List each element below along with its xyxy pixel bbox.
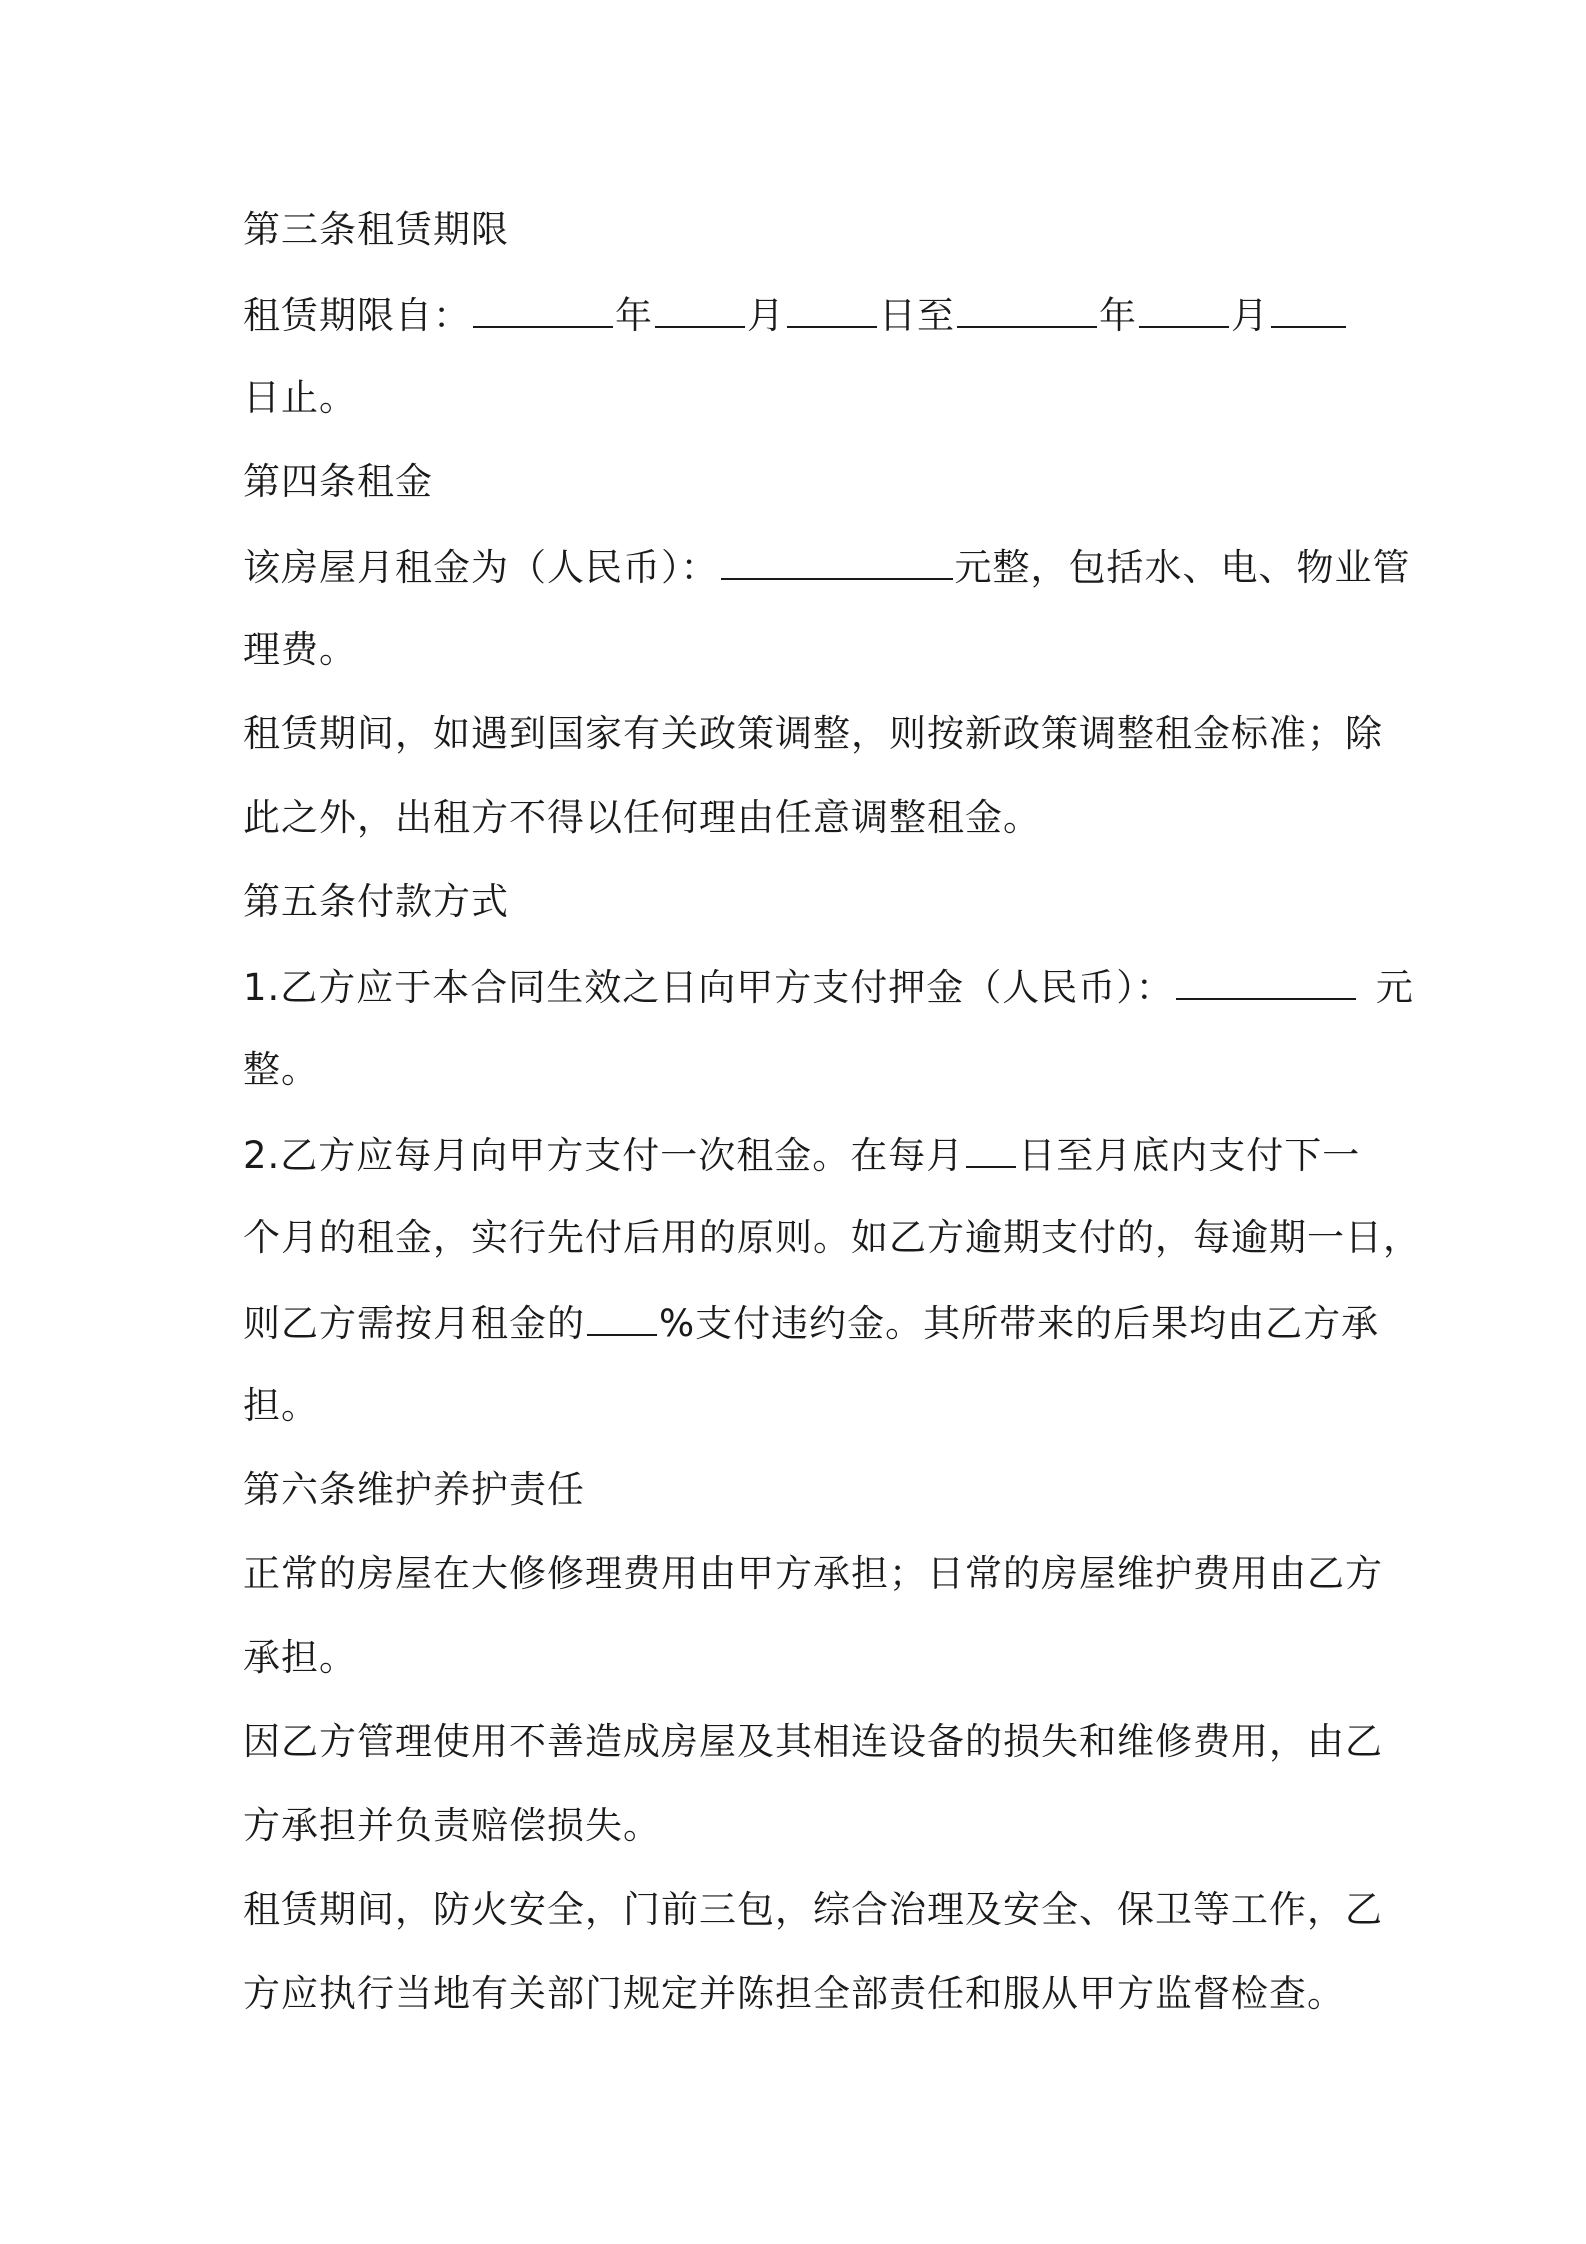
lease-term-line: 租赁期限自： 年 月 日至 年 月 (243, 290, 1363, 340)
lease-term-end-line: 日止。 (243, 376, 357, 419)
payment-line-3: 则乙方需按月租金的 %支付违约金。其所带来的后果均由乙方承 (243, 1298, 1363, 1348)
maintenance-line-2: 承担。 (243, 1636, 357, 1679)
rent-adjust-line-1: 租赁期间，如遇到国家有关政策调整，则按新政策调整租金标准；除 (243, 712, 1383, 755)
article-4-heading: 第四条租金 (243, 460, 433, 503)
start-year-blank[interactable] (473, 290, 613, 328)
payment-day-blank[interactable] (966, 1130, 1016, 1168)
deposit-blank[interactable] (1176, 962, 1356, 1000)
end-day-blank[interactable] (1271, 290, 1346, 328)
end-year-blank[interactable] (957, 290, 1097, 328)
payment-line-2: 个月的租金，实行先付后用的原则。如乙方逾期支付的，每逾期一日， (243, 1216, 1421, 1259)
monthly-rent-blank[interactable] (721, 542, 953, 580)
maintenance-line-1: 正常的房屋在大修修理费用由甲方承担；日常的房屋维护费用由乙方 (243, 1552, 1383, 1595)
safety-line-1: 租赁期间，防火安全，门前三包，综合治理及安全、保卫等工作，乙 (243, 1888, 1383, 1931)
rent-line-2: 理费。 (243, 628, 357, 671)
payment-line-4: 担。 (243, 1384, 319, 1427)
payment-line-1: 2.乙方应每月向甲方支付一次租金。在每月 日至月底内支付下一 (243, 1130, 1363, 1180)
article-5-heading: 第五条付款方式 (243, 880, 509, 923)
safety-line-2: 方应执行当地有关部门规定并陈担全部责任和服从甲方监督检查。 (243, 1972, 1345, 2015)
rent-line-1: 该房屋月租金为（人民币）： 元整，包括水、电、物业管 (243, 542, 1363, 592)
penalty-percent-blank[interactable] (587, 1298, 657, 1336)
rent-adjust-line-2: 此之外，出租方不得以任何理由任意调整租金。 (243, 796, 1041, 839)
article-6-heading: 第六条维护养护责任 (243, 1468, 585, 1511)
start-month-blank[interactable] (655, 290, 745, 328)
damage-line-2: 方承担并负责赔偿损失。 (243, 1804, 661, 1847)
end-month-blank[interactable] (1139, 290, 1229, 328)
damage-line-1: 因乙方管理使用不善造成房屋及其相连设备的损失和维修费用，由乙 (243, 1720, 1383, 1763)
start-day-blank[interactable] (787, 290, 877, 328)
article-3-heading: 第三条租赁期限 (243, 208, 509, 251)
deposit-line-2: 整。 (243, 1048, 319, 1091)
deposit-line-1: 1.乙方应于本合同生效之日向甲方支付押金（人民币）： 元 (243, 962, 1363, 1012)
